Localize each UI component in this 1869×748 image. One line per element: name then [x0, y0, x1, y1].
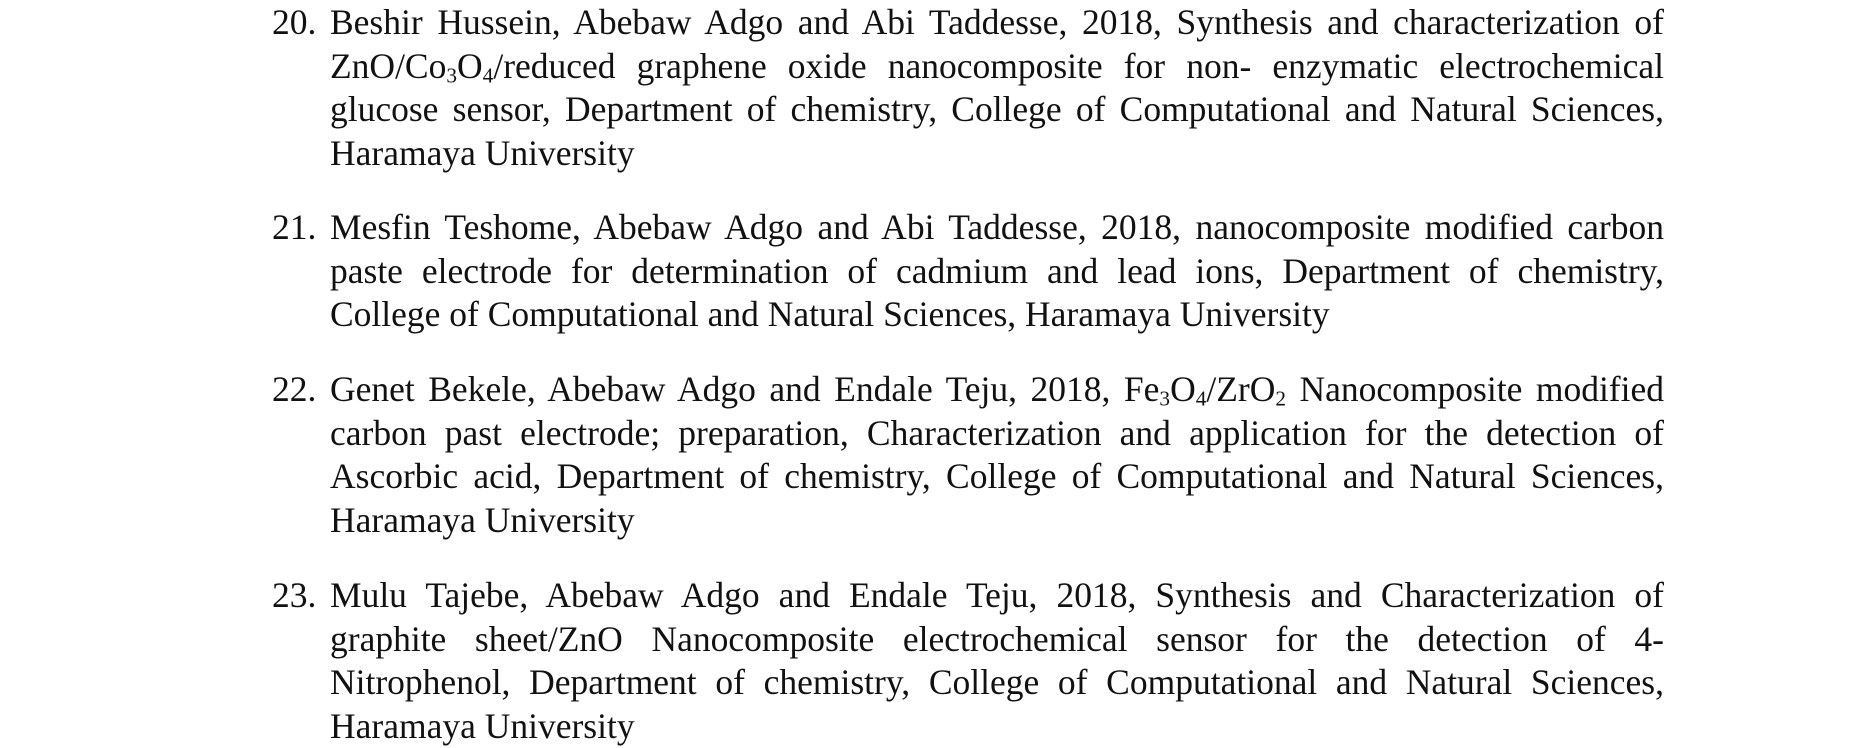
- reference-item-23: [272, 574, 1664, 748]
- reference-number: 20.: [272, 2, 317, 42]
- reference-number: 22.: [272, 369, 317, 409]
- reference-item-21: [272, 206, 1664, 337]
- reference-item-20: [272, 1, 1664, 175]
- reference-number: 23.: [272, 575, 317, 615]
- reference-text: Genet Bekele, Abebaw Adgo and Endale Teju, 2018, $Fe_3O_4/ZrO_2$ Nanocomposite modified carbon past electrode; preparation, Characterization and application for the detection of Ascorbic acid, Department of chemistry, College of Computational and Natural Sciences, Haramaya University: [330, 369, 1664, 540]
- reference-text: Beshir Hussein, Abebaw Adgo and Abi Taddesse, 2018, Synthesis and characterization of ZnO/$Co_3O_4$/reduced graphene oxide nanocomposite for non- enzymatic electrochemical glucose sensor, Department of chemistry, College of Computational and Natural Sciences, Haramaya University: [330, 2, 1664, 173]
- reference-text: Mesfin Teshome, Abebaw Adgo and Abi Taddesse, 2018, nanocomposite modified carbon paste electrode for determination of cadmium and lead ions, Department of chemistry, College of Computational and Natural Sciences, Haramaya University: [330, 207, 1664, 335]
- reference-number: 21.: [272, 207, 317, 247]
- reference-text: Mulu Tajebe, Abebaw Adgo and Endale Teju, 2018, Synthesis and Characterization of graphite sheet/ZnO Nanocomposite electrochemical sensor for the detection of 4-Nitrophenol, Department of chemistry, College of Computational and Natural Sciences, Haramaya University: [330, 575, 1664, 746]
- reference-item-22: [272, 368, 1664, 542]
